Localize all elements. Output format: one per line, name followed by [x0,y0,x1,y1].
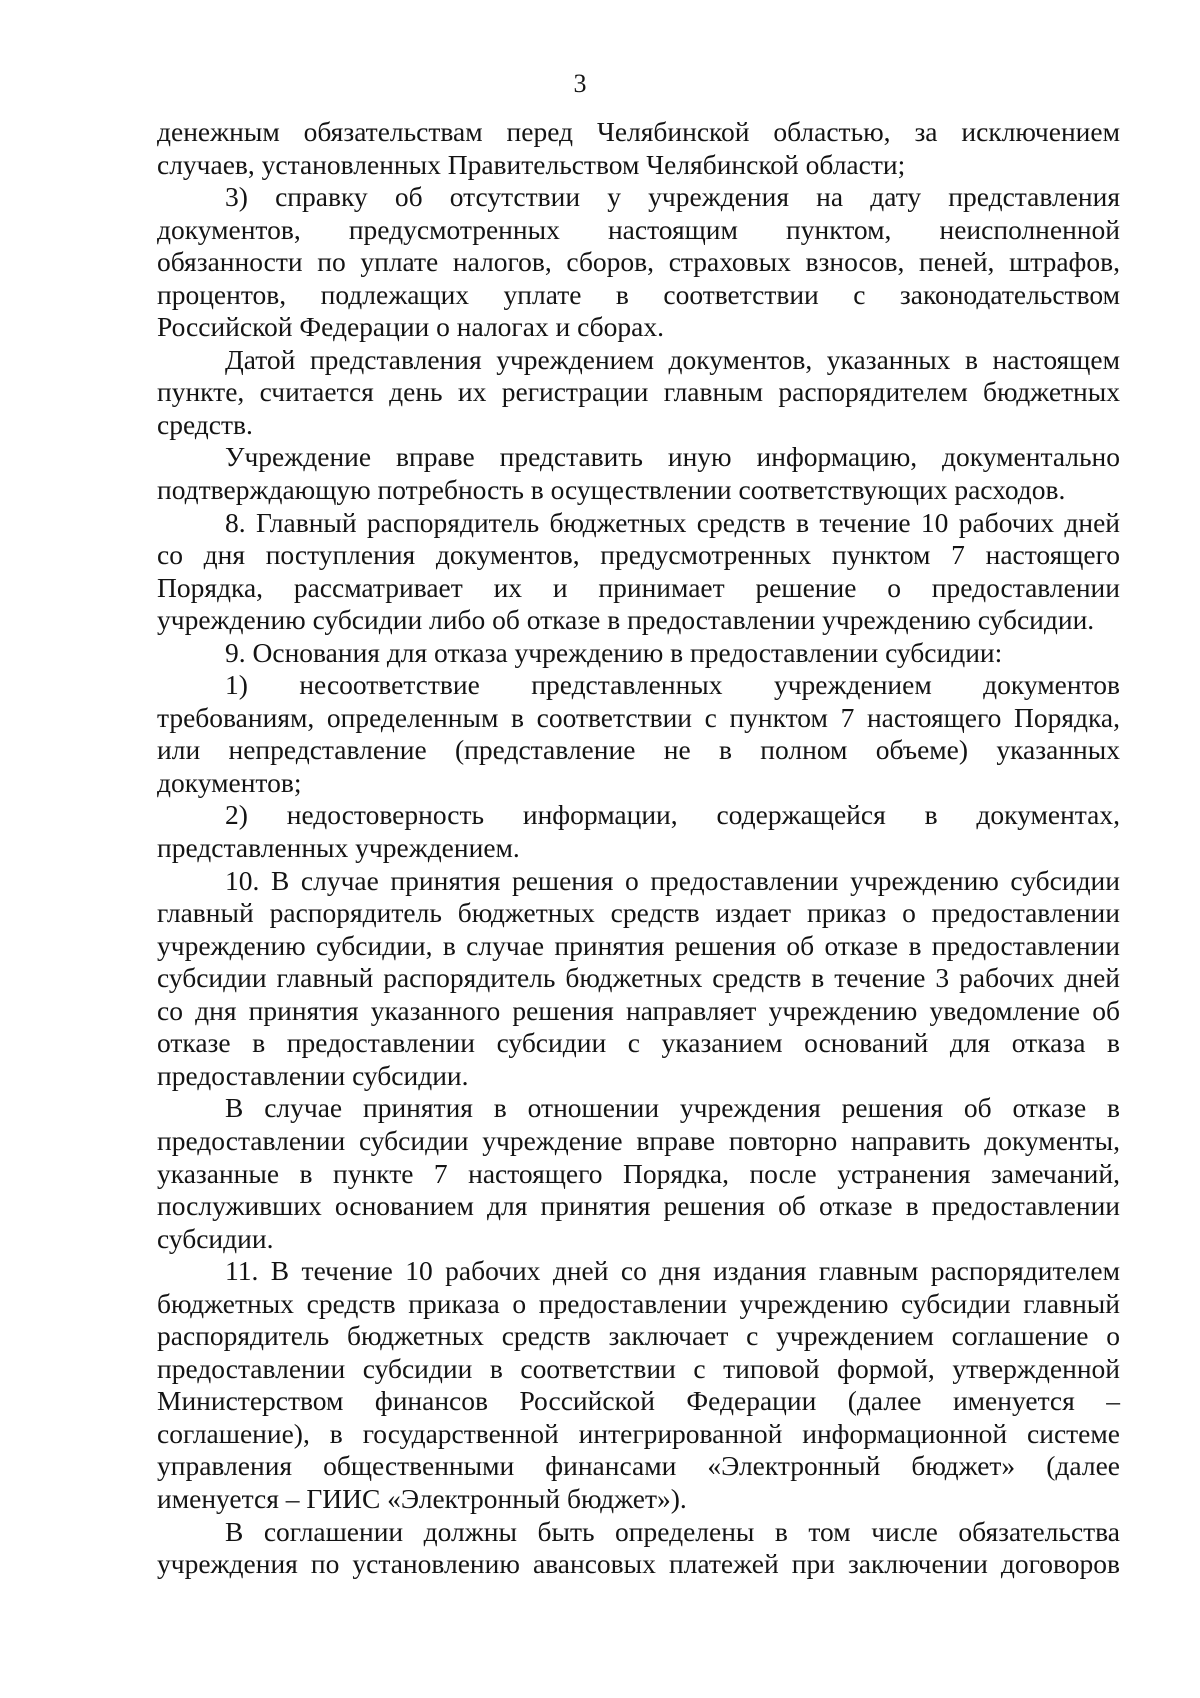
text-line: требованиям, определенным в соответствии с пунктом 7 настоящего Порядка, [157,701,1120,733]
text-line: документов, предусмотренных настоящим пунктом, неисполненной [157,213,1120,245]
text-line: предоставлении субсидии учреждение вправе повторно направить документы, [157,1124,1120,1156]
text-line: со дня принятия указанного решения направляет учреждению уведомление об [157,994,1120,1026]
text-line: распорядитель бюджетных средств заключает с учреждением соглашение о [157,1320,1120,1352]
text-line: главный распорядитель бюджетных средств издает приказ о предоставлении [157,897,1120,929]
text-line: отказе в предоставлении субсидии с указанием оснований для отказа в [157,1027,1120,1059]
text-line: пункте, считается день их регистрации главным распорядителем бюджетных [157,376,1120,408]
text-line: субсидии. [157,1222,274,1254]
text-line: учреждению субсидии, в случае принятия решения об отказе в предоставлении [157,929,1120,961]
text-line: указанные в пункте 7 настоящего Порядка, после устранения замечаний, [157,1157,1120,1189]
text-line: со дня поступления документов, предусмотренных пунктом 7 настоящего [157,539,1120,571]
text-line: процентов, подлежащих уплате в соответствии с законодательством [157,278,1120,310]
text-line: 10. В случае принятия решения о предоставлении учреждению субсидии [225,864,1120,896]
text-line: предоставлении субсидии. [157,1059,469,1091]
text-line: В случае принятия в отношении учреждения решения об отказе в [225,1092,1120,1124]
text-line: денежным обязательствам перед Челябинской областью, за исключением [157,116,1120,147]
text-line: В соглашении должны быть определены в том числе обязательства [225,1515,1120,1547]
text-line: 11. В течение 10 рабочих дней со дня издания главным распорядителем [225,1255,1120,1287]
text-line: Датой представления учреждением документов, указанных в настоящем [225,343,1120,375]
text-line: предоставлении субсидии в соответствии с типовой формой, утвержденной [157,1352,1120,1384]
text-line: учреждения по установлению авансовых платежей при заключении договоров [157,1548,1120,1580]
text-line: 3) справку об отсутствии у учреждения на дату представления [225,181,1120,213]
text-line: Порядка, рассматривает их и принимает решение о предоставлении [157,571,1120,603]
text-line: средств. [157,408,253,440]
text-line: обязанности по уплате налогов, сборов, страховых взносов, пеней, штрафов, [157,246,1120,278]
body-text [157,116,1120,1581]
text-line: соглашение), в государственной интегрированной информационной системе [157,1417,1120,1449]
text-line: 1) несоответствие представленных учреждением документов [225,669,1120,701]
text-line: учреждению субсидии либо об отказе в предоставлении учреждению субсидии. [157,604,1095,636]
text-line: Министерством финансов Российской Федерации (далее именуется – [157,1385,1120,1417]
text-line: послуживших основанием для принятия решения об отказе в предоставлении [157,1190,1120,1222]
text-line: случаев, установленных Правительством Челябинской области; [157,148,906,180]
text-line: Учреждение вправе представить иную информацию, документально [225,441,1120,473]
text-line: подтверждающую потребность в осуществлении соответствующих расходов. [157,474,1066,506]
text-line: представленных учреждением. [157,832,520,864]
text-line: бюджетных средств приказа о предоставлении учреждению субсидии главный [157,1287,1120,1319]
text-line: именуется – ГИИС «Электронный бюджет»). [157,1482,687,1514]
text-line: субсидии главный распорядитель бюджетных средств в течение 3 рабочих дней [157,962,1120,994]
page-number: 3 [573,69,587,98]
text-line: 8. Главный распорядитель бюджетных средств в течение 10 рабочих дней [225,506,1120,538]
text-line: 2) недостоверность информации, содержащейся в документах, [225,799,1120,831]
text-line: управления общественными финансами «Электронный бюджет» (далее [157,1450,1120,1482]
text-line: или непредставление (представление не в полном объеме) указанных [157,734,1120,766]
text-line: 9. Основания для отказа учреждению в предоставлении субсидии: [225,636,1003,668]
text-line: Российской Федерации о налогах и сборах. [157,311,664,343]
text-line: документов; [157,766,302,798]
